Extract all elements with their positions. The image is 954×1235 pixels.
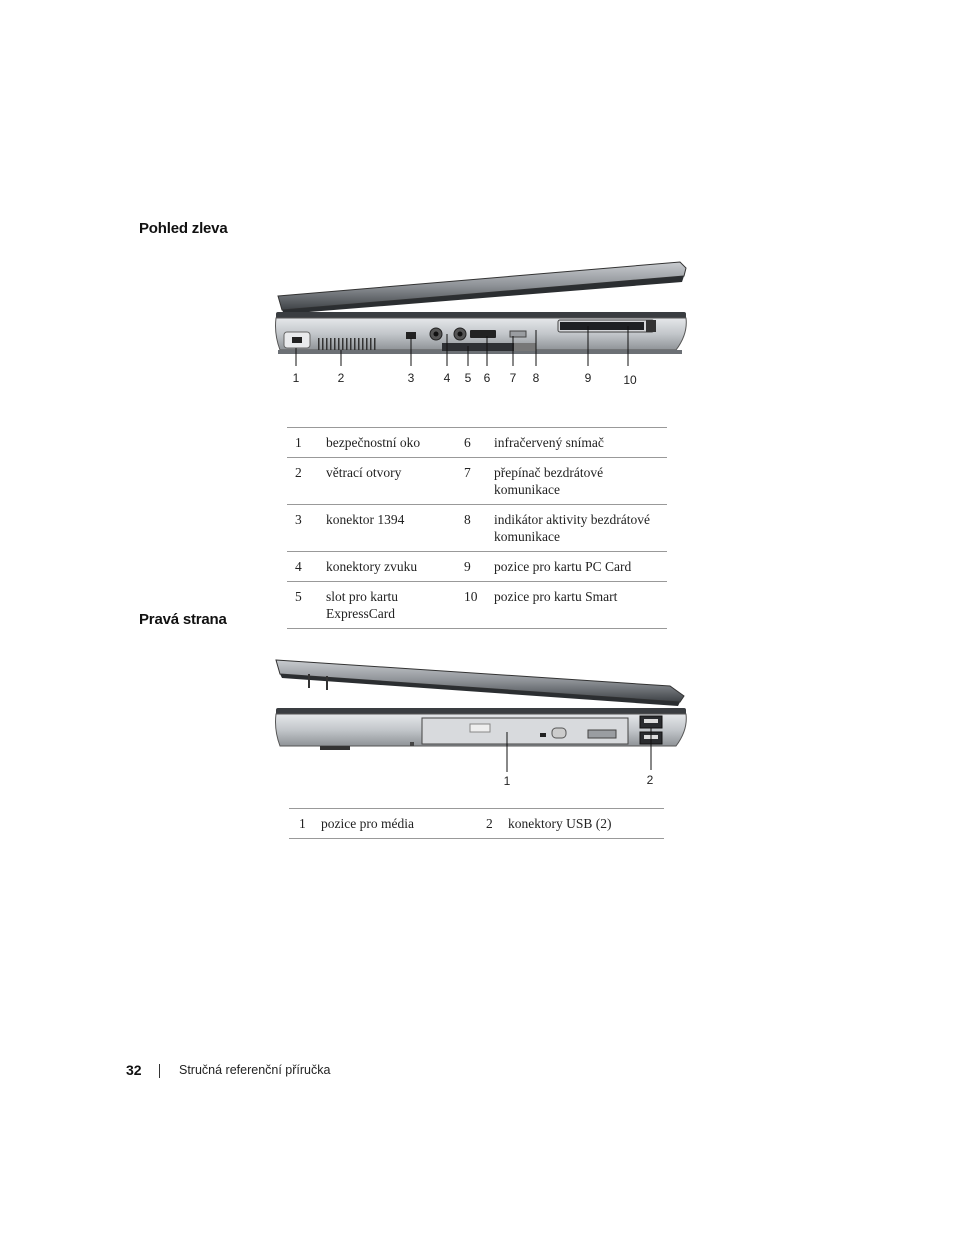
legend-number: 10 xyxy=(464,582,494,629)
left-view-legend-table xyxy=(287,427,667,629)
left-callout-10: 10 xyxy=(623,373,637,387)
legend-number: 4 xyxy=(287,552,326,582)
legend-row xyxy=(287,458,667,505)
right-callout-1: 1 xyxy=(503,774,511,788)
section-title-right-view: Pravá strana xyxy=(139,611,227,628)
legend-row xyxy=(287,505,667,552)
footer-divider xyxy=(159,1064,160,1078)
left-callout-4: 4 xyxy=(443,371,451,385)
left-callout-8: 8 xyxy=(532,371,540,385)
right-view-legend-table xyxy=(289,808,664,839)
legend-number: 2 xyxy=(287,458,326,505)
legend-label: přepínač bezdrátové komunikace xyxy=(494,458,667,505)
left-callout-7: 7 xyxy=(509,371,517,385)
section-title-left-view: Pohled zleva xyxy=(139,220,228,237)
legend-number: 5 xyxy=(287,582,326,629)
left-callout-1: 1 xyxy=(292,371,300,385)
footer-title: Stručná referenční příručka xyxy=(179,1063,331,1077)
legend-label: infračervený snímač xyxy=(494,428,667,458)
legend-label: konektory zvuku xyxy=(326,552,464,582)
legend-number: 9 xyxy=(464,552,494,582)
legend-number: 3 xyxy=(287,505,326,552)
legend-label: větrací otvory xyxy=(326,458,464,505)
legend-number: 2 xyxy=(486,809,508,839)
legend-row xyxy=(287,428,667,458)
legend-row xyxy=(289,809,664,839)
legend-label: pozice pro kartu PC Card xyxy=(494,552,667,582)
left-callout-5: 5 xyxy=(464,371,472,385)
left-callout-9: 9 xyxy=(584,371,592,385)
legend-label: konektory USB (2) xyxy=(508,809,664,839)
legend-label: pozice pro média xyxy=(321,809,486,839)
left-callout-3: 3 xyxy=(407,371,415,385)
page-number: 32 xyxy=(126,1062,142,1078)
legend-number: 7 xyxy=(464,458,494,505)
legend-number: 8 xyxy=(464,505,494,552)
legend-label: konektor 1394 xyxy=(326,505,464,552)
legend-label: bezpečnostní oko xyxy=(326,428,464,458)
legend-label: slot pro kartu ExpressCard xyxy=(326,582,464,629)
legend-row xyxy=(287,582,667,629)
left-callout-2: 2 xyxy=(337,371,345,385)
legend-number: 1 xyxy=(289,809,321,839)
legend-number: 6 xyxy=(464,428,494,458)
left-callout-6: 6 xyxy=(483,371,491,385)
right-view-leader-lines xyxy=(270,652,690,772)
legend-label: indikátor aktivity bezdrátové komunikace xyxy=(494,505,667,552)
legend-row xyxy=(287,552,667,582)
right-callout-2: 2 xyxy=(646,773,654,787)
legend-number: 1 xyxy=(287,428,326,458)
legend-label: pozice pro kartu Smart xyxy=(494,582,667,629)
